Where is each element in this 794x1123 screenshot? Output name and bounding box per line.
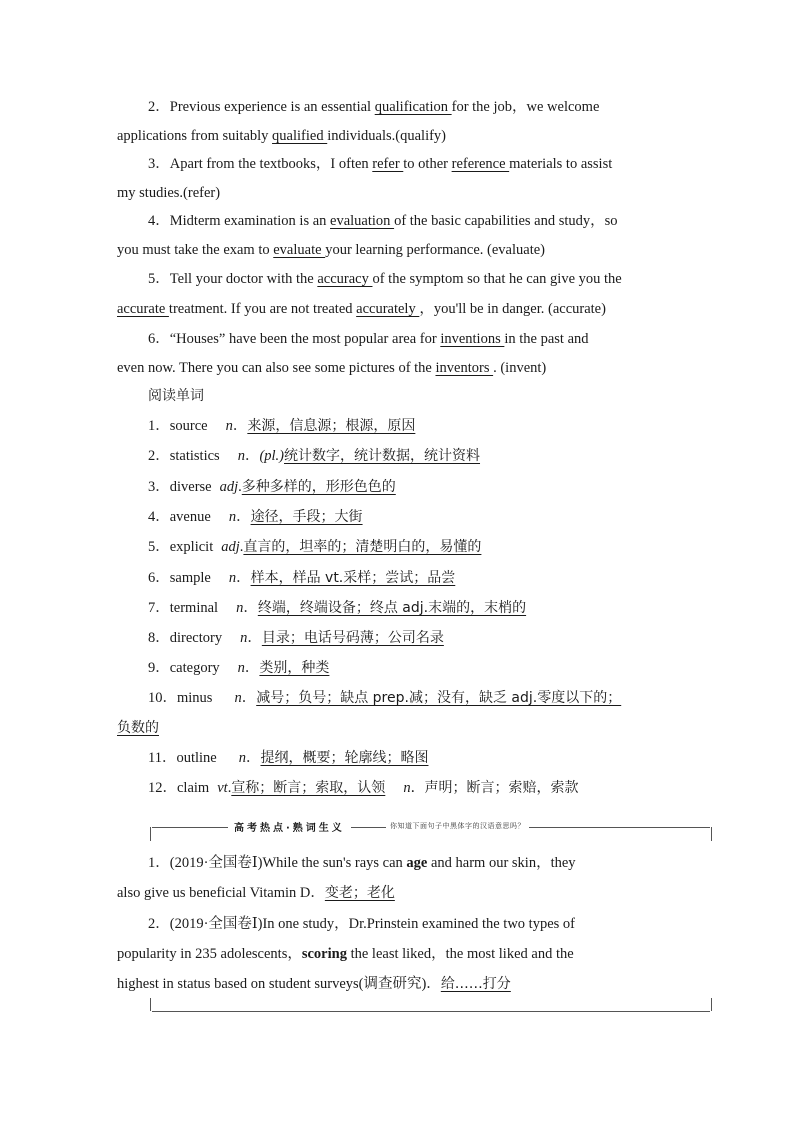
- section-heading: 阅读单词: [148, 388, 204, 404]
- vocab-word: 4．avenue: [148, 509, 211, 525]
- text: 6．“Houses” have been the most popular area for: [148, 331, 441, 347]
- answer: inventions: [440, 331, 505, 347]
- text: .: [238, 479, 242, 495]
- vocab-word: 7．terminal: [148, 600, 219, 616]
- vocab-word: 8．directory: [148, 630, 223, 646]
- vocab-item-8: [148, 628, 444, 648]
- text: ．: [247, 630, 262, 646]
- exercise-5-line-2: [117, 299, 606, 319]
- text: 2．Previous experience is an essential: [148, 99, 375, 115]
- definition: 终端，终端设备；终点 adj.末端的，末梢的: [257, 600, 527, 616]
- definition: 统计数字，统计数据，统计资料: [284, 448, 481, 464]
- vocab-item-12: [148, 778, 579, 798]
- text: the least liked，the most liked and the: [346, 946, 574, 962]
- part-of-speech: vt: [217, 780, 228, 796]
- part-of-speech: adj: [221, 539, 240, 555]
- vocab-item-6: [148, 568, 455, 588]
- text: you must take the exam to: [117, 242, 274, 258]
- vocab-item-10: [148, 688, 621, 708]
- text: ．: [245, 750, 261, 766]
- vocab-word: 9．category: [148, 660, 220, 676]
- text: of the symptom so that he can give you the: [372, 271, 622, 287]
- box-subtitle: 你知道下面句子中黑体字的汉语意思吗？: [386, 821, 529, 831]
- answer: accuracy: [317, 271, 373, 287]
- definition: 提纲，概要；轮廓线；略图: [260, 750, 429, 766]
- definition: 直言的，坦率的；清楚明白的，易懂的: [243, 539, 482, 555]
- box-corner-right: [711, 998, 712, 1011]
- vocab-word: 1．source: [148, 418, 208, 434]
- answer: inventors: [435, 360, 494, 376]
- text: even now. There you can also see some pictures of the: [117, 360, 436, 376]
- exercise-3-line-2: [117, 183, 220, 203]
- vocab-word: 10．minus: [148, 690, 213, 706]
- part-of-speech: n: [237, 660, 245, 676]
- text: to other: [403, 156, 452, 172]
- vocab-word: 11．outline: [148, 750, 217, 766]
- text: 3．Apart from the textbooks，I often: [148, 156, 373, 172]
- hot-topic-box-header: [150, 816, 712, 842]
- vocab-word: 3．diverse: [148, 479, 212, 495]
- box-title: 高考热点·熟词生义: [228, 819, 351, 834]
- definition: 宣称；断言；索取，认领: [231, 780, 386, 796]
- answer: refer: [372, 156, 404, 172]
- text: . (invent): [493, 360, 547, 376]
- text: ．: [243, 600, 258, 616]
- vocab-item-11: [148, 748, 428, 768]
- text: and harm our skin，they: [427, 855, 576, 871]
- vocab-word: 5．explicit: [148, 539, 214, 555]
- definition: 类别，种类: [259, 660, 330, 676]
- text: your learning performance. (evaluate): [325, 242, 545, 258]
- definition: 样本，样品 vt.采样；尝试；品尝: [250, 570, 456, 586]
- definition: 多种多样的，形形色色的: [241, 479, 396, 495]
- text: materials to assist: [509, 156, 613, 172]
- part-of-speech: adj: [219, 479, 239, 495]
- text: 2．(2019·全国卷Ⅰ)In one study，Dr.Prinstein examined the two types of: [148, 916, 575, 932]
- text: for the job，we welcome: [451, 99, 600, 115]
- text: applications from suitably: [117, 128, 273, 144]
- part-of-speech: n: [403, 780, 411, 796]
- text: ，you'll be in danger. (accurate): [419, 301, 606, 317]
- divider: [152, 1011, 710, 1012]
- vocab-item-2: [148, 446, 480, 466]
- part-of-speech: n: [225, 418, 233, 434]
- text: popularity in 235 adolescents，: [117, 946, 302, 962]
- text: in the past and: [504, 331, 589, 347]
- text: individuals.(qualify): [327, 128, 447, 144]
- text: ．: [232, 418, 248, 434]
- exercise-4-line-1: [148, 211, 618, 231]
- part-of-speech: n: [234, 690, 242, 706]
- exercise-4-line-2: [117, 240, 545, 260]
- text: of the basic capabilities and study，so: [394, 213, 618, 229]
- vocab-item-10-cont: [117, 718, 159, 738]
- vocab-item-7: [148, 598, 526, 618]
- exercise-5-line-1: [148, 269, 622, 289]
- vocab-item-9: [148, 658, 329, 678]
- text: .: [227, 780, 232, 796]
- part-of-speech: n: [236, 600, 244, 616]
- keyword: age: [406, 855, 428, 871]
- box-corner-right: [711, 827, 712, 841]
- part-of-speech: n: [237, 448, 245, 464]
- vocab-item-3: [148, 477, 396, 497]
- hot-item-2-line-2: [117, 944, 574, 964]
- text: .: [239, 539, 244, 555]
- exercise-2-line-1: [148, 97, 599, 117]
- answer: accurate: [117, 301, 169, 317]
- vocab-word: 6．sample: [148, 570, 211, 586]
- part-of-speech: n: [238, 750, 246, 766]
- hot-item-1-line-1: [148, 853, 576, 873]
- part-of-speech: n: [240, 630, 248, 646]
- text: ．: [244, 448, 260, 464]
- box-corner-left: [150, 998, 151, 1011]
- text: 1．(2019·全国卷Ⅰ)While the sun's rays can: [148, 855, 407, 871]
- box-corner-left: [150, 827, 151, 841]
- text: my studies.(refer): [117, 185, 221, 201]
- answer: reference: [451, 156, 510, 172]
- text: also give us beneficial Vitamin D．: [117, 885, 325, 901]
- answer: qualified: [272, 128, 328, 144]
- text: highest in status based on student surveys(调查研究)．: [117, 976, 441, 992]
- keyword: scoring: [301, 946, 347, 962]
- part-of-speech: n: [228, 570, 237, 586]
- answer: qualification: [374, 99, 452, 115]
- definition: 负数的: [117, 720, 159, 736]
- hot-item-2-line-3: [117, 974, 511, 994]
- vocab-word: 2．statistics: [148, 448, 220, 464]
- text: 5．Tell your doctor with the: [148, 271, 318, 287]
- vocab-item-1: [148, 416, 415, 436]
- answer: evaluation: [330, 213, 395, 229]
- exercise-6-line-1: [148, 329, 589, 349]
- hot-item-2-line-1: [148, 914, 575, 934]
- definition: ．声明；断言；索赔，索款: [410, 780, 579, 796]
- vocab-item-4: [148, 507, 363, 527]
- hot-item-1-line-2: [117, 883, 395, 903]
- text: ．: [241, 690, 257, 706]
- text: ．: [236, 570, 251, 586]
- usage-note: (pl.): [259, 448, 285, 464]
- text: ．: [236, 509, 251, 525]
- vocab-word: 12．claim: [148, 780, 210, 796]
- answer: 变老；老化: [324, 885, 395, 901]
- exercise-3-line-1: [148, 154, 612, 174]
- definition: 来源，信息源；根源，原因: [247, 418, 416, 434]
- answer: accurately: [356, 301, 420, 317]
- text: 4．Midterm examination is an: [148, 213, 331, 229]
- definition: 目录；电话号码薄；公司名录: [261, 630, 444, 646]
- definition: 途径，手段；大街: [250, 509, 363, 525]
- answer: evaluate: [273, 242, 326, 258]
- hot-topic-box-footer: [150, 998, 712, 1014]
- answer: 给……打分: [440, 976, 511, 992]
- exercise-2-line-2: [117, 126, 446, 146]
- vocab-item-5: [148, 537, 481, 557]
- definition: 减号；负号；缺点 prep.减；没有，缺乏 adj.零度以下的；: [256, 690, 622, 706]
- exercise-6-line-2: [117, 358, 546, 378]
- part-of-speech: n: [228, 509, 237, 525]
- text: treatment. If you are not treated: [168, 301, 357, 317]
- text: ．: [244, 660, 260, 676]
